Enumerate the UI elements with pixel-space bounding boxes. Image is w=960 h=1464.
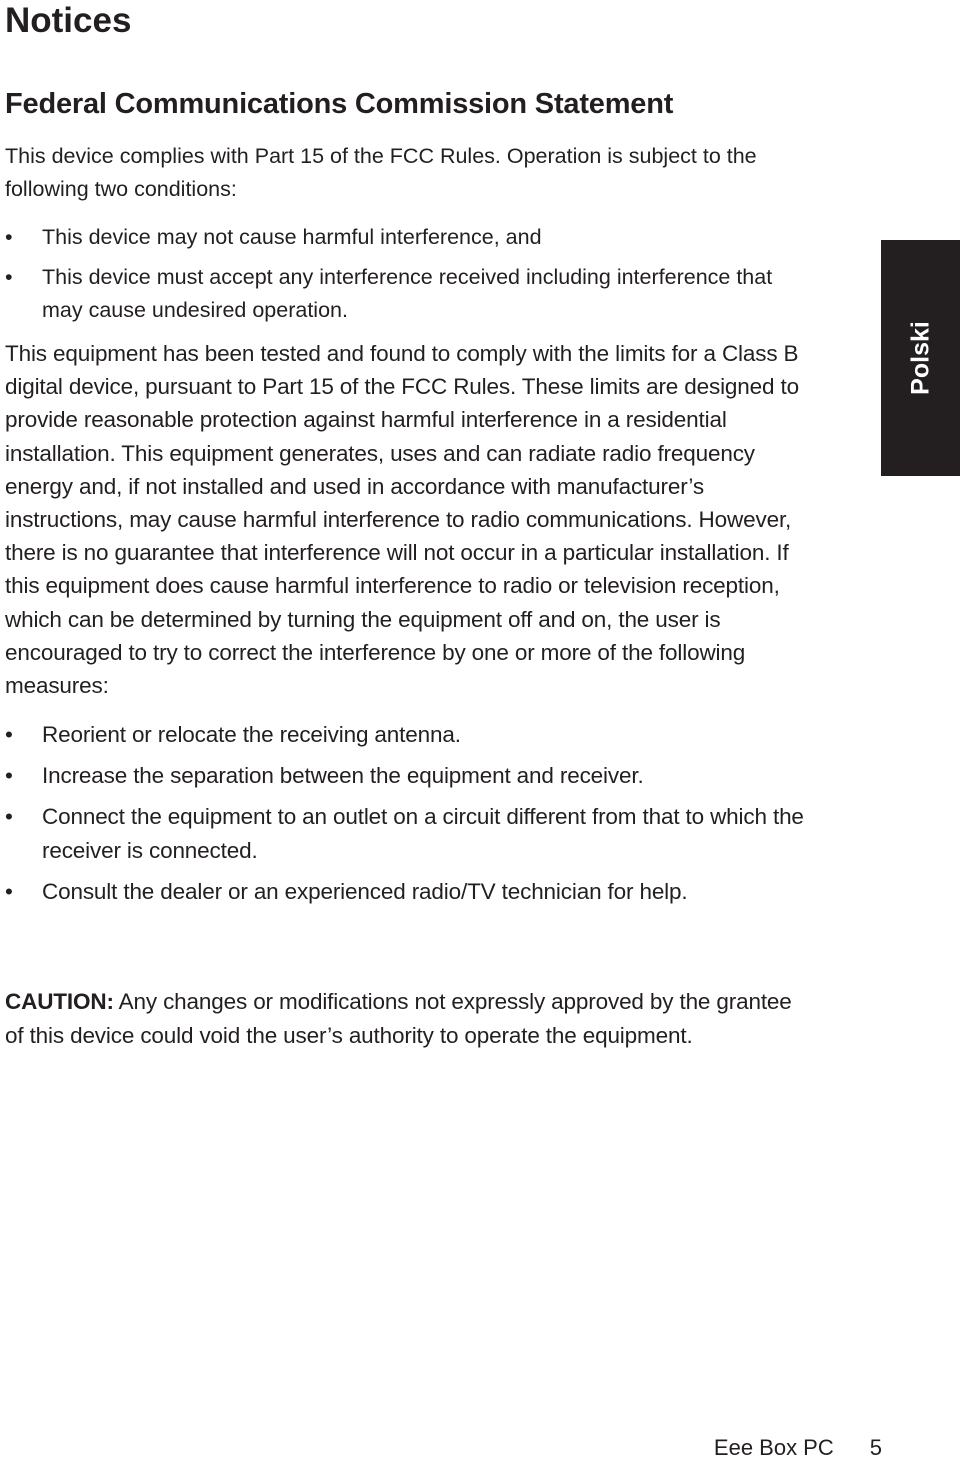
language-tab	[881, 240, 960, 476]
list-item-text: This device must accept any interference received including interference that may cause undesired operation.	[42, 265, 773, 322]
measures-list	[5, 718, 820, 916]
page-footer	[714, 1432, 882, 1464]
caution-paragraph	[5, 985, 805, 1053]
list-item	[5, 261, 805, 327]
list-item	[5, 800, 820, 868]
language-tab-label: Polski	[906, 321, 934, 395]
bullet-icon: •	[5, 265, 13, 289]
bullet-icon: •	[5, 804, 13, 829]
page-title: Notices	[5, 1, 132, 40]
page-number: 5	[869, 1435, 882, 1460]
caution-text: Any changes or modifications not expressly approved by the grantee of this device could void the user’s authority to operate the equipment.	[5, 989, 792, 1048]
body-paragraph: This equipment has been tested and found to comply with the limits for a Class B digital device, pursuant to Part 15 of the FCC Rules. These limits are designed to provide reasonable protection against harmful interference in a residential installation. This equipment generates, uses and can radiate radio frequency energy and, if not installed and used in accordance with manufacturer’s instructions, may cause harmful interference to radio communications. However, there is no guarantee that interference will not occur in a particular installation. If this equipment does cause harmful interference to radio or television reception, which can be determined by turning the equipment off and on, the user is encouraged to try to correct the interference by one or more of the following measures:	[5, 341, 799, 699]
list-item-text: This device may not cause harmful interference, and	[42, 225, 542, 249]
list-item-text: Increase the separation between the equipment and receiver.	[42, 763, 644, 788]
caution-label: CAUTION:	[5, 989, 114, 1014]
list-item	[5, 221, 805, 254]
intro-paragraph: This device complies with Part 15 of the FCC Rules. Operation is subject to the following two conditions:	[5, 144, 757, 201]
list-item	[5, 759, 820, 793]
footer-product-name: Eee Box PC	[713, 1435, 834, 1460]
bullet-icon: •	[5, 225, 13, 249]
list-item-text: Consult the dealer or an experienced radio/TV technician for help.	[42, 879, 688, 904]
list-item-text: Connect the equipment to an outlet on a circuit different from that to which the receiver is connected.	[42, 804, 804, 863]
bullet-icon: •	[5, 763, 13, 788]
list-item-text: Reorient or relocate the receiving antenna.	[42, 722, 461, 747]
bullet-icon: •	[5, 879, 13, 904]
section-heading: Federal Communications Commission Statement	[5, 88, 674, 120]
conditions-list	[5, 221, 805, 334]
bullet-icon: •	[5, 722, 13, 747]
list-item	[5, 718, 820, 752]
list-item	[5, 875, 820, 909]
